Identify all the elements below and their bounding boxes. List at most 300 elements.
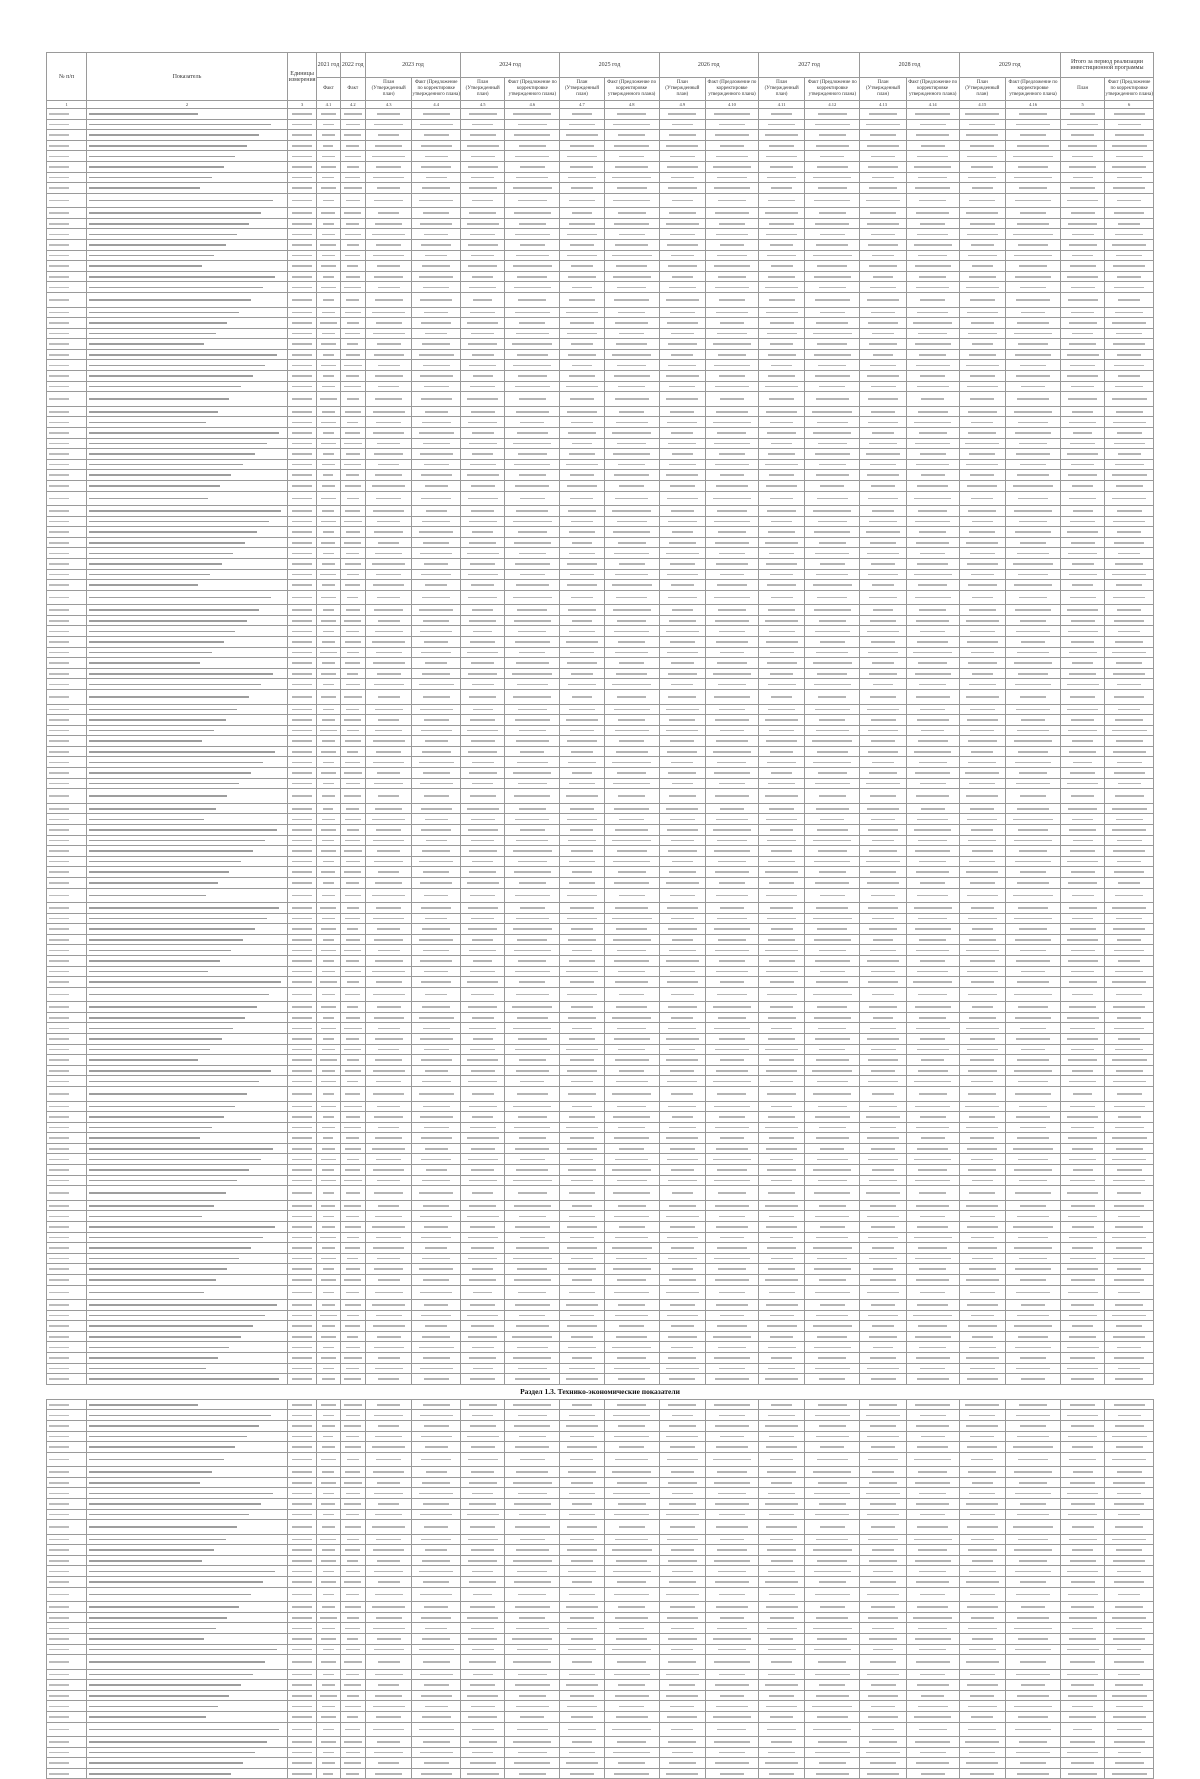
illegible-text-mark xyxy=(1013,485,1052,487)
illegible-text-mark xyxy=(515,895,550,897)
row-value-cell xyxy=(758,856,804,867)
header-year-2021: 2021 год xyxy=(317,53,340,78)
illegible-text-mark xyxy=(421,166,451,168)
illegible-text-mark xyxy=(514,464,550,466)
illegible-text-mark xyxy=(669,620,696,622)
illegible-text-mark xyxy=(917,234,948,236)
illegible-text-mark xyxy=(1015,531,1050,533)
illegible-text-mark xyxy=(617,1106,647,1108)
illegible-text-mark xyxy=(614,1292,650,1294)
illegible-text-mark xyxy=(670,1070,694,1072)
table-row xyxy=(47,1200,1154,1211)
row-value-cell xyxy=(959,183,1005,194)
illegible-text-mark xyxy=(470,563,495,565)
illegible-text-mark xyxy=(375,960,403,962)
row-value-cell xyxy=(505,1253,560,1264)
illegible-text-mark xyxy=(815,299,850,301)
row-value-cell xyxy=(1060,449,1104,460)
row-value-cell xyxy=(959,271,1005,282)
row-value-cell xyxy=(805,1023,860,1034)
row-value-cell xyxy=(1105,470,1154,481)
row-value-cell xyxy=(659,1310,705,1321)
table-row xyxy=(47,1211,1154,1222)
row-value-cell xyxy=(560,208,604,219)
illegible-text-mark xyxy=(816,1059,849,1061)
row-value-cell xyxy=(706,1165,759,1176)
illegible-text-mark xyxy=(1118,783,1141,785)
illegible-text-mark xyxy=(344,950,361,952)
row-value-cell xyxy=(659,1331,705,1342)
row-value-cell xyxy=(365,1310,411,1321)
illegible-text-mark xyxy=(666,960,699,962)
illegible-text-mark xyxy=(715,464,749,466)
row-value-cell xyxy=(959,757,1005,768)
illegible-text-mark xyxy=(468,751,497,753)
illegible-text-mark xyxy=(375,808,402,810)
illegible-text-mark xyxy=(1067,1017,1099,1019)
row-value-cell xyxy=(758,449,804,460)
row-value-cell xyxy=(317,704,340,715)
table-row xyxy=(47,1300,1154,1311)
illegible-text-mark xyxy=(768,709,794,711)
illegible-text-mark xyxy=(519,1315,545,1317)
row-value-cell xyxy=(659,768,705,779)
illegible-text-mark xyxy=(669,386,695,388)
row-value-cell xyxy=(412,690,461,705)
row-unit-cell xyxy=(287,250,317,261)
illegible-text-mark xyxy=(89,1304,277,1306)
row-value-cell xyxy=(505,846,560,857)
row-value-cell xyxy=(461,637,505,648)
illegible-text-mark xyxy=(519,145,546,147)
row-value-cell xyxy=(560,903,604,914)
row-value-cell xyxy=(340,615,365,626)
illegible-text-mark xyxy=(569,1038,595,1040)
illegible-text-mark xyxy=(866,861,900,863)
illegible-text-mark xyxy=(292,234,312,236)
row-value-cell xyxy=(365,1154,411,1165)
illegible-text-mark xyxy=(668,1006,698,1008)
row-value-cell xyxy=(412,282,461,293)
illegible-text-mark xyxy=(820,485,844,487)
row-description-cell xyxy=(87,119,288,130)
illegible-text-mark xyxy=(569,1216,594,1218)
illegible-text-mark xyxy=(917,719,949,721)
row-value-cell xyxy=(805,392,860,407)
row-value-cell xyxy=(505,877,560,888)
illegible-text-mark xyxy=(969,939,996,941)
illegible-text-mark xyxy=(915,850,950,852)
illegible-text-mark xyxy=(613,939,651,941)
row-value-cell xyxy=(412,658,461,669)
row-value-cell xyxy=(461,1034,505,1045)
row-code-cell xyxy=(47,913,87,924)
header-sub-plan-2027: План (Утвержденный план) xyxy=(758,78,804,101)
illegible-text-mark xyxy=(346,553,359,555)
row-value-cell xyxy=(505,1321,560,1332)
row-value-cell xyxy=(706,888,759,903)
illegible-text-mark xyxy=(421,981,451,983)
illegible-text-mark xyxy=(89,751,275,753)
illegible-text-mark xyxy=(292,641,312,643)
row-value-cell xyxy=(505,679,560,690)
row-value-cell xyxy=(505,1274,560,1285)
row-value-cell xyxy=(560,392,604,407)
row-code-cell xyxy=(47,1175,87,1186)
illegible-text-mark xyxy=(321,1081,337,1083)
illegible-text-mark xyxy=(572,1279,592,1281)
row-value-cell xyxy=(1006,1352,1061,1363)
row-value-cell xyxy=(412,987,461,1002)
row-value-cell xyxy=(365,339,411,350)
illegible-text-mark xyxy=(373,662,405,664)
row-value-cell xyxy=(604,516,659,527)
illegible-text-mark xyxy=(971,244,994,246)
illegible-text-mark xyxy=(920,124,946,126)
illegible-text-mark xyxy=(966,620,999,622)
row-value-cell xyxy=(860,955,906,966)
illegible-text-mark xyxy=(49,223,69,225)
illegible-text-mark xyxy=(518,453,547,455)
row-value-cell xyxy=(659,183,705,194)
row-value-cell xyxy=(1105,282,1154,293)
row-value-cell xyxy=(1105,1034,1154,1045)
illegible-text-mark xyxy=(972,850,992,852)
row-value-cell xyxy=(505,1186,560,1201)
illegible-text-mark xyxy=(720,808,745,810)
illegible-text-mark xyxy=(49,1325,69,1327)
illegible-text-mark xyxy=(568,1268,595,1270)
illegible-text-mark xyxy=(345,1148,361,1150)
illegible-text-mark xyxy=(292,871,312,873)
illegible-text-mark xyxy=(618,464,646,466)
row-value-cell xyxy=(758,977,804,988)
illegible-text-mark xyxy=(716,1070,747,1072)
row-value-cell xyxy=(317,690,340,705)
illegible-text-mark xyxy=(868,422,897,424)
row-value-cell xyxy=(505,193,560,208)
illegible-text-mark xyxy=(419,684,454,686)
illegible-text-mark xyxy=(467,652,498,654)
illegible-text-mark xyxy=(871,895,895,897)
row-value-cell xyxy=(758,537,804,548)
row-value-cell xyxy=(340,977,365,988)
row-value-cell xyxy=(560,218,604,229)
illegible-text-mark xyxy=(372,234,405,236)
row-value-cell xyxy=(906,778,959,789)
illegible-text-mark xyxy=(322,134,336,136)
row-value-cell xyxy=(340,1352,365,1363)
illegible-text-mark xyxy=(766,1304,798,1306)
illegible-text-mark xyxy=(1072,1226,1094,1228)
illegible-text-mark xyxy=(292,1325,312,1327)
row-value-cell xyxy=(860,1034,906,1045)
illegible-text-mark xyxy=(917,563,948,565)
illegible-text-mark xyxy=(1117,939,1141,941)
row-value-cell xyxy=(461,1321,505,1332)
illegible-text-mark xyxy=(1020,134,1045,136)
illegible-text-mark xyxy=(425,1325,447,1327)
illegible-text-mark xyxy=(814,1268,851,1270)
row-value-cell xyxy=(340,459,365,470)
illegible-text-mark xyxy=(1015,609,1051,611)
illegible-text-mark xyxy=(292,1205,312,1207)
illegible-text-mark xyxy=(570,808,595,810)
illegible-text-mark xyxy=(566,795,598,797)
illegible-text-mark xyxy=(715,795,749,797)
illegible-text-mark xyxy=(1115,563,1143,565)
header-sub-fact-2026: Факт (Предложение по корректировке утвержденного плана) xyxy=(706,78,759,101)
illegible-text-mark xyxy=(667,244,698,246)
row-value-cell xyxy=(604,1101,659,1112)
illegible-text-mark xyxy=(1015,684,1051,686)
row-value-cell xyxy=(959,1300,1005,1311)
row-value-cell xyxy=(365,293,411,308)
table-row xyxy=(47,856,1154,867)
illegible-text-mark xyxy=(516,918,548,920)
row-value-cell xyxy=(505,1143,560,1154)
row-value-cell xyxy=(461,1232,505,1243)
illegible-text-mark xyxy=(918,255,947,257)
row-value-cell xyxy=(412,1300,461,1311)
illegible-text-mark xyxy=(615,1059,649,1061)
illegible-text-mark xyxy=(914,498,951,500)
illegible-text-mark xyxy=(1068,730,1097,732)
row-value-cell xyxy=(805,1232,860,1243)
illegible-text-mark xyxy=(667,498,697,500)
row-value-cell xyxy=(860,558,906,569)
row-value-cell xyxy=(604,371,659,382)
illegible-text-mark xyxy=(612,918,652,920)
row-value-cell xyxy=(461,392,505,407)
illegible-text-mark xyxy=(520,907,545,909)
illegible-text-mark xyxy=(819,795,845,797)
illegible-text-mark xyxy=(470,895,495,897)
illegible-text-mark xyxy=(323,939,334,941)
row-value-cell xyxy=(706,449,759,460)
illegible-text-mark xyxy=(346,1192,360,1194)
row-value-cell xyxy=(860,867,906,878)
row-value-cell xyxy=(706,250,759,261)
row-value-cell xyxy=(340,668,365,679)
row-value-cell xyxy=(860,679,906,690)
row-value-cell xyxy=(365,867,411,878)
row-value-cell xyxy=(860,240,906,251)
row-description-cell xyxy=(87,1002,288,1013)
row-value-cell xyxy=(706,339,759,350)
table-row xyxy=(47,406,1154,417)
illegible-text-mark xyxy=(89,584,198,586)
row-value-cell xyxy=(365,449,411,460)
illegible-text-mark xyxy=(1117,1017,1141,1019)
illegible-text-mark xyxy=(1019,1258,1048,1260)
row-value-cell xyxy=(412,381,461,392)
illegible-text-mark xyxy=(1015,354,1051,356)
illegible-text-mark xyxy=(569,861,596,863)
row-unit-cell xyxy=(287,1012,317,1023)
illegible-text-mark xyxy=(378,287,400,289)
illegible-text-mark xyxy=(1113,187,1144,189)
row-value-cell xyxy=(1105,637,1154,648)
row-unit-cell xyxy=(287,1243,317,1254)
illegible-text-mark xyxy=(420,783,453,785)
row-value-cell xyxy=(805,1012,860,1023)
illegible-text-mark xyxy=(323,474,333,476)
illegible-text-mark xyxy=(373,1070,405,1072)
illegible-text-mark xyxy=(672,124,692,126)
row-value-cell xyxy=(906,516,959,527)
table-row xyxy=(47,768,1154,779)
illegible-text-mark xyxy=(346,145,359,147)
table-row xyxy=(47,548,1154,559)
row-code-cell xyxy=(47,537,87,548)
header-sub-fact-2027: Факт (Предложение по корректировке утвержденного плана) xyxy=(805,78,860,101)
row-value-cell xyxy=(560,240,604,251)
illegible-text-mark xyxy=(667,422,697,424)
row-unit-cell xyxy=(287,1186,317,1201)
row-value-cell xyxy=(1006,856,1061,867)
illegible-text-mark xyxy=(767,584,797,586)
row-value-cell xyxy=(365,161,411,172)
row-value-cell xyxy=(461,1154,505,1165)
row-value-cell xyxy=(1006,1165,1061,1176)
row-value-cell xyxy=(1006,480,1061,491)
illegible-text-mark xyxy=(292,928,312,930)
header-sub-plan-2029: План (Утвержденный план) xyxy=(959,78,1005,101)
row-value-cell xyxy=(659,506,705,517)
illegible-text-mark xyxy=(672,453,692,455)
row-value-cell xyxy=(860,449,906,460)
row-value-cell xyxy=(860,736,906,747)
illegible-text-mark xyxy=(422,187,450,189)
illegible-text-mark xyxy=(814,200,850,202)
row-value-cell xyxy=(604,1034,659,1045)
row-value-cell xyxy=(461,704,505,715)
illegible-text-mark xyxy=(374,1116,403,1118)
illegible-text-mark xyxy=(770,343,792,345)
row-value-cell xyxy=(461,459,505,470)
illegible-text-mark xyxy=(617,850,647,852)
row-value-cell xyxy=(706,569,759,580)
illegible-text-mark xyxy=(765,134,798,136)
row-value-cell xyxy=(1105,1331,1154,1342)
row-code-cell xyxy=(47,1285,87,1300)
illegible-text-mark xyxy=(1069,981,1097,983)
row-value-cell xyxy=(659,1002,705,1013)
illegible-text-mark xyxy=(292,187,312,189)
illegible-text-mark xyxy=(921,730,944,732)
row-description-cell xyxy=(87,1034,288,1045)
illegible-text-mark xyxy=(518,531,548,533)
row-value-cell xyxy=(412,172,461,183)
illegible-text-mark xyxy=(567,156,597,158)
illegible-text-mark xyxy=(769,398,794,400)
row-value-cell xyxy=(758,208,804,219)
illegible-text-mark xyxy=(716,1148,748,1150)
row-value-cell xyxy=(505,470,560,481)
illegible-text-mark xyxy=(567,662,596,664)
row-value-cell xyxy=(317,183,340,194)
row-value-cell xyxy=(706,1044,759,1055)
row-value-cell xyxy=(560,1175,604,1186)
illegible-text-mark xyxy=(323,200,334,202)
row-value-cell xyxy=(906,480,959,491)
row-value-cell xyxy=(1105,349,1154,360)
row-value-cell xyxy=(505,1076,560,1087)
row-description-cell xyxy=(87,768,288,779)
row-value-cell xyxy=(906,1300,959,1311)
row-value-cell xyxy=(1105,605,1154,616)
illegible-text-mark xyxy=(322,510,334,512)
illegible-text-mark xyxy=(419,276,453,278)
illegible-text-mark xyxy=(1071,1127,1094,1129)
row-value-cell xyxy=(604,1055,659,1066)
illegible-text-mark xyxy=(1071,287,1095,289)
illegible-text-mark xyxy=(766,819,797,821)
illegible-text-mark xyxy=(424,971,448,973)
row-value-cell xyxy=(505,548,560,559)
illegible-text-mark xyxy=(870,1028,897,1030)
row-value-cell xyxy=(1060,381,1104,392)
illegible-text-mark xyxy=(918,740,948,742)
row-value-cell xyxy=(706,803,759,814)
illegible-text-mark xyxy=(347,343,358,345)
illegible-text-mark xyxy=(869,187,897,189)
col-number: 6 xyxy=(1105,101,1154,109)
illegible-text-mark xyxy=(1068,398,1097,400)
illegible-text-mark xyxy=(771,696,791,698)
illegible-text-mark xyxy=(1016,783,1051,785)
row-value-cell xyxy=(906,814,959,825)
illegible-text-mark xyxy=(468,1336,497,1338)
illegible-text-mark xyxy=(1020,287,1046,289)
row-value-cell xyxy=(340,506,365,517)
table-row xyxy=(47,537,1154,548)
row-value-cell xyxy=(505,955,560,966)
row-unit-cell xyxy=(287,1331,317,1342)
illegible-text-mark xyxy=(323,960,333,962)
row-value-cell xyxy=(461,1352,505,1363)
illegible-text-mark xyxy=(89,730,214,732)
illegible-text-mark xyxy=(49,772,69,774)
illegible-text-mark xyxy=(519,474,546,476)
row-value-cell xyxy=(560,1363,604,1374)
row-unit-cell xyxy=(287,183,317,194)
row-value-cell xyxy=(758,491,804,506)
row-value-cell xyxy=(1060,1274,1104,1285)
illegible-text-mark xyxy=(966,1357,999,1359)
illegible-text-mark xyxy=(768,1347,796,1349)
illegible-text-mark xyxy=(871,411,894,413)
row-value-cell xyxy=(560,955,604,966)
row-value-cell xyxy=(906,172,959,183)
illegible-text-mark xyxy=(89,673,273,675)
row-unit-cell xyxy=(287,558,317,569)
row-value-cell xyxy=(340,736,365,747)
illegible-text-mark xyxy=(871,719,896,721)
row-value-cell xyxy=(659,605,705,616)
row-unit-cell xyxy=(287,1076,317,1087)
illegible-text-mark xyxy=(516,510,548,512)
row-value-cell xyxy=(340,704,365,715)
row-value-cell xyxy=(560,318,604,329)
illegible-text-mark xyxy=(1072,333,1093,335)
table-row xyxy=(47,690,1154,705)
row-value-cell xyxy=(758,558,804,569)
illegible-text-mark xyxy=(917,895,948,897)
row-value-cell xyxy=(1006,647,1061,658)
row-value-cell xyxy=(758,1285,804,1300)
